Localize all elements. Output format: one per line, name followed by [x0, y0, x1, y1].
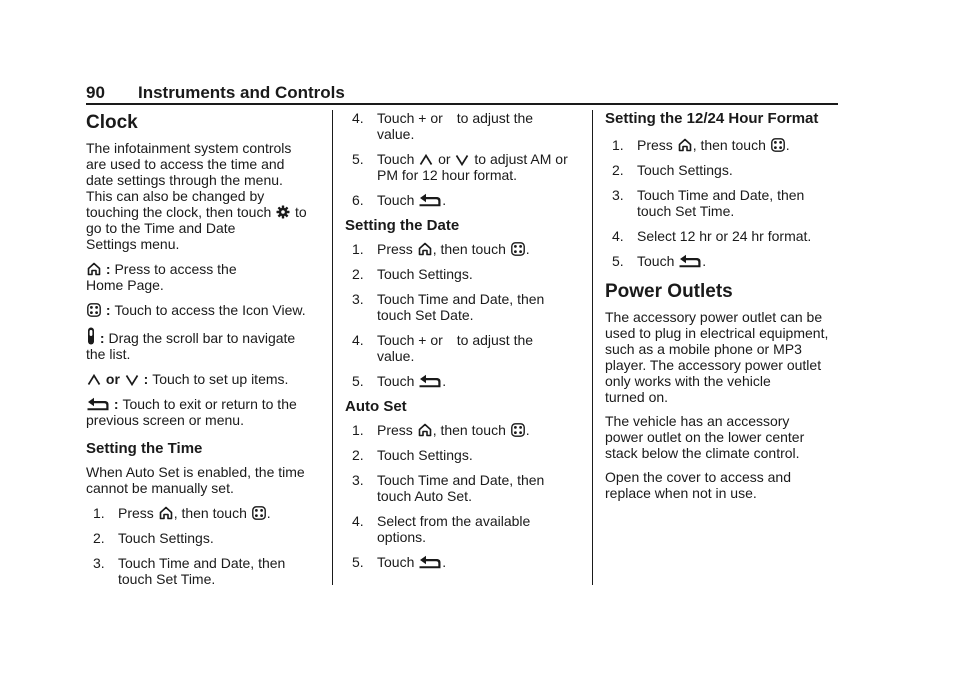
chevron-down-icon	[455, 154, 469, 166]
icon-view-icon	[252, 506, 266, 520]
list-item: 3. Touch Time and Date, then touch Auto Set.	[352, 472, 545, 504]
section-title: Instruments and Controls	[138, 83, 345, 102]
list-item: 1. Press , then touch .	[612, 137, 790, 153]
updown-description: or : Touch to set up items.	[86, 371, 322, 387]
power-outlets-paragraph-2: The vehicle has an accessory power outlet on the lower center stack below the climate control.	[605, 413, 805, 461]
list-item: 2. Touch Settings.	[93, 530, 214, 546]
scroll-bar-icon	[87, 327, 95, 345]
home-icon	[418, 242, 432, 256]
power-outlets-paragraph-3: Open the cover to access and replace when not in use.	[605, 469, 791, 501]
list-item: 2. Touch Settings.	[352, 447, 473, 463]
list-item: 2. Touch Settings.	[352, 266, 473, 282]
back-arrow-icon	[419, 374, 441, 388]
setting-time-steps	[86, 505, 322, 587]
home-icon	[418, 423, 432, 437]
list-item: 3. Touch Time and Date, then touch Set Time.	[93, 555, 286, 587]
list-item: 3. Touch Time and Date, then touch Set Date.	[352, 291, 545, 323]
power-outlets-paragraph-1: The accessory power outlet can be used to plug in electrical equipment, such as a mobile phone or MP3 player. The accessory power outlet only works with the vehicle turned on.	[605, 309, 829, 405]
chevron-up-icon	[87, 374, 101, 386]
list-item: 4. Select from the available options.	[352, 513, 531, 545]
header-divider	[86, 103, 838, 105]
hour-format-steps	[605, 137, 845, 269]
back-arrow-icon	[419, 193, 441, 207]
setting-time-heading: Setting the Time	[86, 440, 203, 457]
setting-time-intro: When Auto Set is enabled, the time cannot be manually set.	[86, 464, 305, 496]
list-item: 4. Select 12 hr or 24 hr format.	[612, 228, 812, 244]
home-description: : Press to access the Home Page.	[86, 261, 237, 293]
icon-view-icon	[771, 138, 785, 152]
icon-view-icon	[511, 423, 525, 437]
back-arrow-icon	[419, 555, 441, 569]
chevron-up-icon	[419, 154, 433, 166]
clock-heading: Clock	[86, 112, 138, 133]
column-divider-1	[332, 110, 333, 585]
back-arrow-icon	[679, 254, 701, 268]
list-item: 5. Touch .	[352, 554, 447, 570]
list-item: 1. Press , then touch .	[93, 505, 271, 521]
gear-icon	[276, 205, 290, 219]
page-number: 90	[86, 83, 105, 102]
list-item: 3. Touch Time and Date, then touch Set Time.	[612, 187, 805, 219]
chevron-down-icon	[125, 374, 139, 386]
icon-view-icon	[87, 303, 101, 317]
auto-set-steps	[345, 422, 585, 570]
list-item: 5. Touch or to adjust AM or PM for 12 hour format.	[352, 151, 568, 183]
icon-view-description: : Touch to access the Icon View.	[86, 302, 322, 318]
icon-view-icon	[511, 242, 525, 256]
hour-format-heading: Setting the 12/24 Hour Format	[605, 110, 819, 127]
column-3	[605, 110, 845, 509]
scroll-description: : Drag the scroll bar to navigate the list.	[86, 327, 322, 362]
list-item: 1. Press , then touch .	[352, 422, 530, 438]
list-item: 4. Touch + or to adjust the value.	[352, 332, 534, 364]
back-description: : Touch to exit or return to the previous screen or menu.	[86, 396, 297, 428]
column-1	[86, 110, 322, 596]
list-item: 1. Press , then touch .	[352, 241, 530, 257]
setting-date-steps	[345, 241, 585, 389]
list-item: 4. Touch + or to adjust the value.	[352, 110, 534, 142]
auto-set-heading: Auto Set	[345, 398, 407, 415]
list-item: 2. Touch Settings.	[612, 162, 733, 178]
list-item: 5. Touch .	[352, 373, 447, 389]
back-arrow-icon	[87, 397, 109, 411]
column-divider-2	[592, 110, 593, 585]
list-item: 6. Touch .	[352, 192, 447, 208]
home-icon	[678, 138, 692, 152]
clock-intro: The infotainment system controls are used to access the time and date settings through the menu. This can also be changed by touching the clock, then touch to go to the Time and Date Settings menu.	[86, 140, 307, 252]
power-outlets-heading: Power Outlets	[605, 281, 733, 302]
column-2	[345, 110, 585, 579]
home-icon	[87, 262, 101, 276]
list-item: 5. Touch .	[612, 253, 707, 269]
home-icon	[159, 506, 173, 520]
page-header	[86, 83, 838, 105]
setting-time-steps-continued	[345, 110, 585, 208]
setting-date-heading: Setting the Date	[345, 217, 460, 234]
